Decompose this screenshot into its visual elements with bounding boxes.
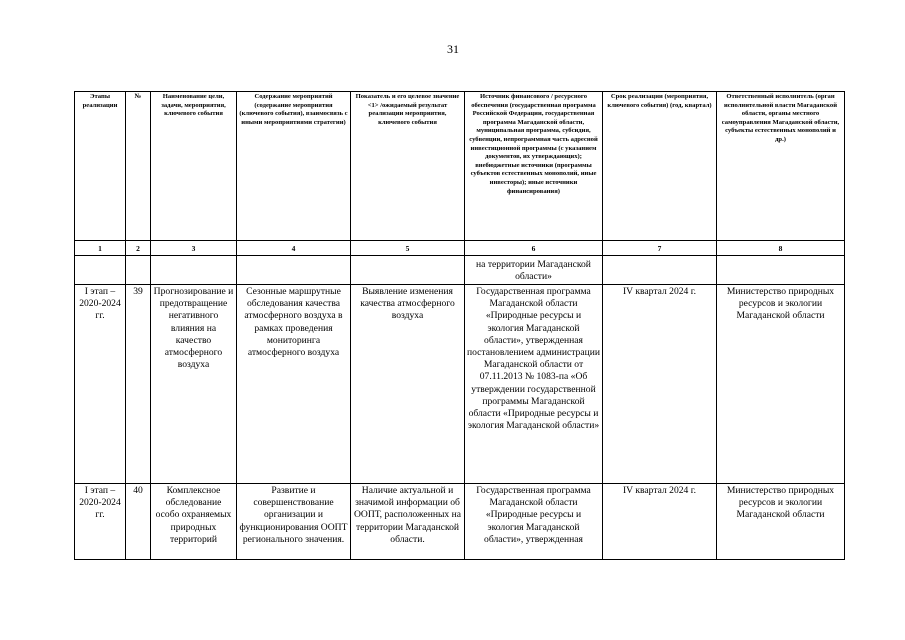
measures-table: [74, 91, 845, 560]
column-number: 7: [603, 241, 717, 256]
row-executor: Министерство природных ресурсов и экологии Магаданской области: [717, 484, 845, 560]
column-number: 3: [151, 241, 237, 256]
row-deadline: IV квартал 2024 г.: [603, 484, 717, 560]
header-number: №: [126, 92, 151, 241]
row-stage: I этап – 2020-2024 гг.: [75, 285, 126, 484]
row-stage: I этап – 2020-2024 гг.: [75, 484, 126, 560]
header-content: Содержание мероприятий (содержание мероприятия (ключевого события), взаимосвязь с иными мероприятиями стратегии): [237, 92, 351, 241]
column-number-row: [75, 241, 845, 256]
row-deadline: IV квартал 2024 г.: [603, 285, 717, 484]
continuation-source: на территории Магаданской области»: [465, 256, 603, 285]
column-number: 1: [75, 241, 126, 256]
column-number: 6: [465, 241, 603, 256]
row-content: Сезонные маршрутные обследования качества атмосферного воздуха в рамках проведения мониторинга атмосферного воздуха: [237, 285, 351, 484]
row-name: Прогнозирование и предотвращение негативного влияния на качество атмосферного воздуха: [151, 285, 237, 484]
column-number: 8: [717, 241, 845, 256]
header-row: [75, 92, 845, 241]
continuation-row: [75, 256, 845, 285]
header-name: Наименование цели, задачи, мероприятия, ключевого события: [151, 92, 237, 241]
header-executor: Ответственный исполнитель (орган исполнительной власти Магаданской области, органы местного самоуправления Магаданской области, субъекты естественных монополий и др.): [717, 92, 845, 241]
table-row: [75, 484, 845, 560]
row-executor: Министерство природных ресурсов и экологии Магаданской области: [717, 285, 845, 484]
row-source: Государственная программа Магаданской области «Природные ресурсы и экология Магаданской области», утвержденная: [465, 484, 603, 560]
row-content: Развитие и совершенствование организации и функционирования ООПТ регионального значения.: [237, 484, 351, 560]
column-number: 2: [126, 241, 151, 256]
column-number: 5: [351, 241, 465, 256]
row-number: 39: [126, 285, 151, 484]
header-deadline: Срок реализации (мероприятия, ключевого события) (год, квартал): [603, 92, 717, 241]
header-stage: Этапы реализации: [75, 92, 126, 241]
page-number: 31: [447, 42, 459, 56]
row-indicator: Выявление изменения качества атмосферного воздуха: [351, 285, 465, 484]
header-source: Источник финансового / ресурсного обеспечения (государственная программа Российской Федерации, государственная программа Магаданской области, муниципальная программа, субсидия, субвенции, непрограммная часть адресной инвестиционной программы (с указанием документов, их утверждающих); внебюджетные источники (программы субъектов естественных монополий, иные инвесторы); иные источники финансирования): [465, 92, 603, 241]
row-number: 40: [126, 484, 151, 560]
header-indicator: Показатель и его целевое значение <1> /ожидаемый результат реализации мероприятия, ключевого события: [351, 92, 465, 241]
table-row: [75, 285, 845, 484]
row-indicator: Наличие актуальной и значимой информации об ООПТ, расположенных на территории Магаданской области.: [351, 484, 465, 560]
row-source: Государственная программа Магаданской области «Природные ресурсы и экология Магаданской области», утвержденная постановлением администрации Магаданской области от 07.11.2013 № 1083-па «Об утверждении государственной программы Магаданской области «Природные ресурсы и экология Магаданской области»: [465, 285, 603, 484]
row-name: Комплексное обследование особо охраняемых природных территорий: [151, 484, 237, 560]
column-number: 4: [237, 241, 351, 256]
